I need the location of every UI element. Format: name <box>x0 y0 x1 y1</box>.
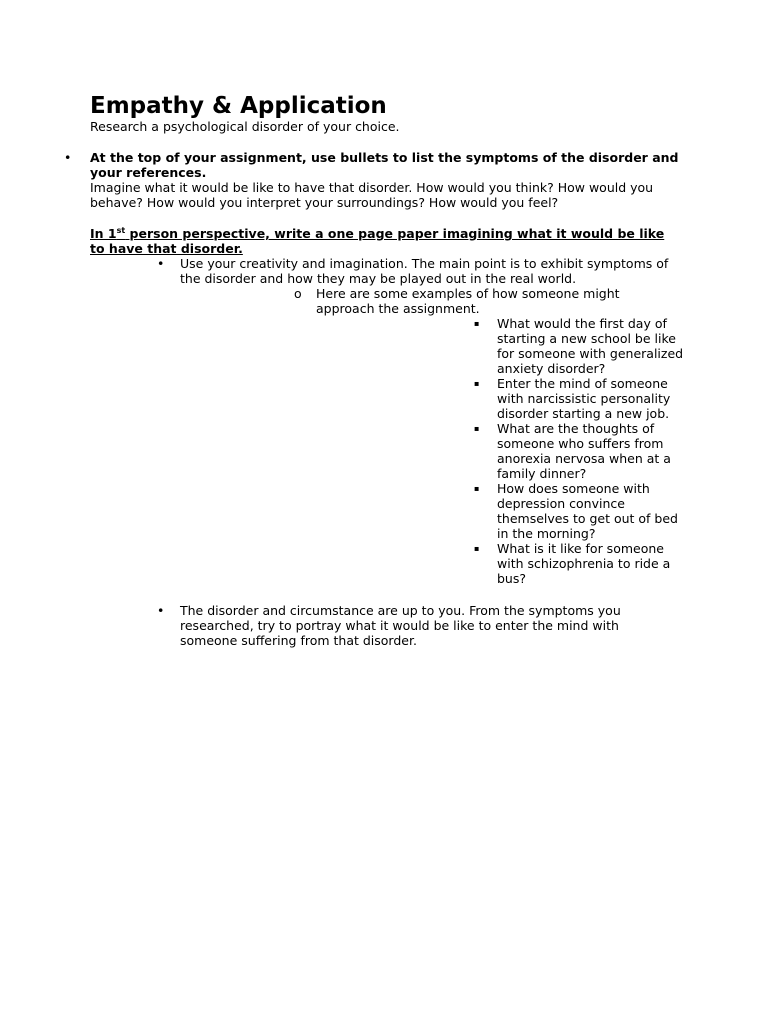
instruction-prefix: In 1 <box>90 226 117 241</box>
example-text: What are the thoughts of someone who suffers from anorexia nervosa when at a family dinner? <box>497 421 671 481</box>
square-bullet-icon: ▪ <box>474 319 480 328</box>
square-bullet-icon: ▪ <box>474 424 480 433</box>
example-text: What is it like for someone with schizophrenia to ride a bus? <box>497 541 671 586</box>
sub-bullet-creativity: Use your creativity and imagination. The main point is to exhibit symptoms of the disorder and how they may be played out in the real world. <box>180 256 669 286</box>
page-title: Empathy & Application <box>90 93 387 119</box>
examples-intro-text: Here are some examples of how someone might approach the assignment. <box>316 286 620 316</box>
example-text: Enter the mind of someone with narcissistic personality disorder starting a new job. <box>497 376 671 421</box>
square-bullet-icon: ▪ <box>474 379 480 388</box>
page-subtitle: Research a psychological disorder of your choice. <box>90 119 400 134</box>
list-item <box>474 481 684 541</box>
imagine-paragraph: Imagine what it would be like to have that disorder. How would you think? How would you behave? How would you interpret your surroundings? How would you feel? <box>90 180 654 210</box>
square-bullet-icon: ▪ <box>474 484 480 493</box>
examples-intro-marker: o <box>294 286 302 301</box>
instruction-suffix: person perspective, write a one page paper imagining what it would be like to have that disorder. <box>90 226 665 256</box>
main-bullet-marker: • <box>64 150 72 165</box>
list-item <box>474 316 684 376</box>
list-item <box>474 541 684 586</box>
main-bullet-text: At the top of your assignment, use bullets to list the symptoms of the disorder and your references. <box>90 150 679 180</box>
example-text: What would the first day of starting a new school be like for someone with generalized anxiety disorder? <box>497 316 684 376</box>
list-item <box>474 421 684 481</box>
list-item <box>474 376 684 421</box>
sub-bullet-marker: • <box>157 603 165 618</box>
instruction-superscript: st <box>116 225 126 235</box>
sub-bullet-marker: • <box>157 256 165 271</box>
sub-bullet-circumstance: The disorder and circumstance are up to you. From the symptoms you researched, try to portray what it would be like to enter the mind with someone suffering from that disorder. <box>180 603 621 648</box>
examples-list <box>474 316 684 586</box>
instruction-heading <box>90 226 680 256</box>
example-text: How does someone with depression convince themselves to get out of bed in the morning? <box>497 481 678 541</box>
square-bullet-icon: ▪ <box>474 544 480 553</box>
